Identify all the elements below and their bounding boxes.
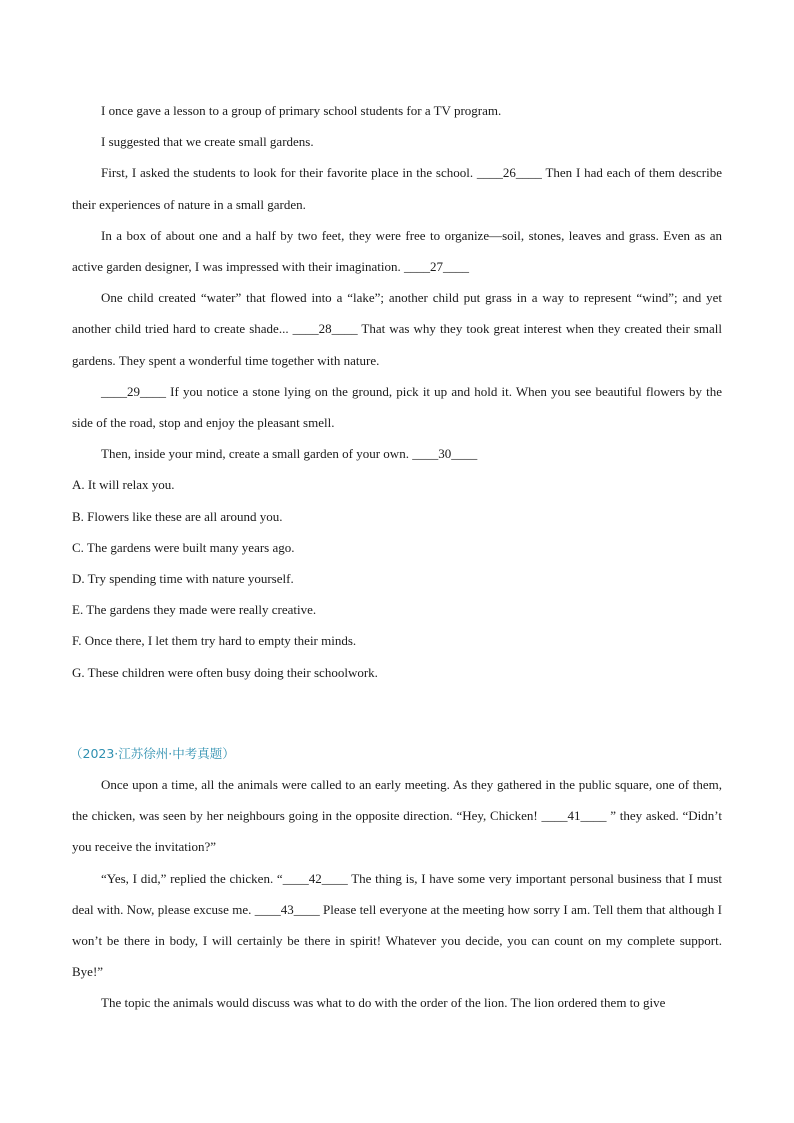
option-e: E. The gardens they made were really creative. <box>72 602 317 618</box>
passage1-options-list <box>72 469 722 687</box>
passage2-paragraph-3: The topic the animals would discuss was what to do with the order of the lion. The lion ordered them to give <box>101 995 666 1011</box>
passage1-paragraph-6: ____29____ If you notice a stone lying on the ground, pick it up and hold it. When you see beautiful flowers by the side of the road, stop and enjoy the pleasant smell. <box>72 383 722 431</box>
passage1-paragraph-3: First, I asked the students to look for their favorite place in the school. ____26____ Then I had each of them describe their experiences of nature in a small garden. <box>72 165 722 212</box>
passage-2 <box>72 738 722 1019</box>
option-d: D. Try spending time with nature yourself. <box>72 571 294 587</box>
option-g: G. These children were often busy doing their schoolwork. <box>72 664 378 680</box>
passage1-paragraph-2: I suggested that we create small gardens. <box>101 134 314 150</box>
passage1-paragraph-4: In a box of about one and a half by two feet, they were free to organize—soil, stones, leaves and grass. Even as an active garden designer, I was impressed with their imagination. ____27____ <box>72 227 722 275</box>
document-page <box>72 95 722 1019</box>
passage-1 <box>72 95 722 688</box>
passage2-paragraph-1: Once upon a time, all the animals were called to an early meeting. As they gathered in the public square, one of them, the chicken, was seen by her neighbours going in the opposite direction. “Hey, Chicken! ____41____ ” they asked. “Didn’t you receive the invitation?” <box>72 777 722 855</box>
option-f: F. Once there, I let them try hard to empty their minds. <box>72 633 357 649</box>
source-label: （2023·江苏徐州·中考真题） <box>70 745 235 761</box>
passage2-paragraph-2: “Yes, I did,” replied the chicken. “____42____ The thing is, I have some very important personal business that I must deal with. Now, please excuse me. ____43____ Please tell everyone at the meeting how sorry I am. Tell them that although I won’t be there in body, I will certainly be there in spirit! Whatever you decide, you can count on my complete support. Bye!” <box>72 870 722 980</box>
option-b: B. Flowers like these are all around you. <box>72 508 283 524</box>
section-spacer <box>72 688 722 738</box>
passage1-paragraph-1: I once gave a lesson to a group of primary school students for a TV program. <box>101 103 502 118</box>
passage1-paragraph-7: Then, inside your mind, create a small garden of your own. ____30____ <box>101 446 478 462</box>
option-c: C. The gardens were built many years ago. <box>72 539 295 555</box>
passage1-paragraph-5: One child created “water” that flowed into a “lake”; another child put grass in a way to represent “wind”; and yet another child tried hard to create shade... ____28____ That was why they took great interest when they created their small gardens. They spent a wonderful time together with nature. <box>72 290 722 368</box>
option-a: A. It will relax you. <box>72 477 175 493</box>
